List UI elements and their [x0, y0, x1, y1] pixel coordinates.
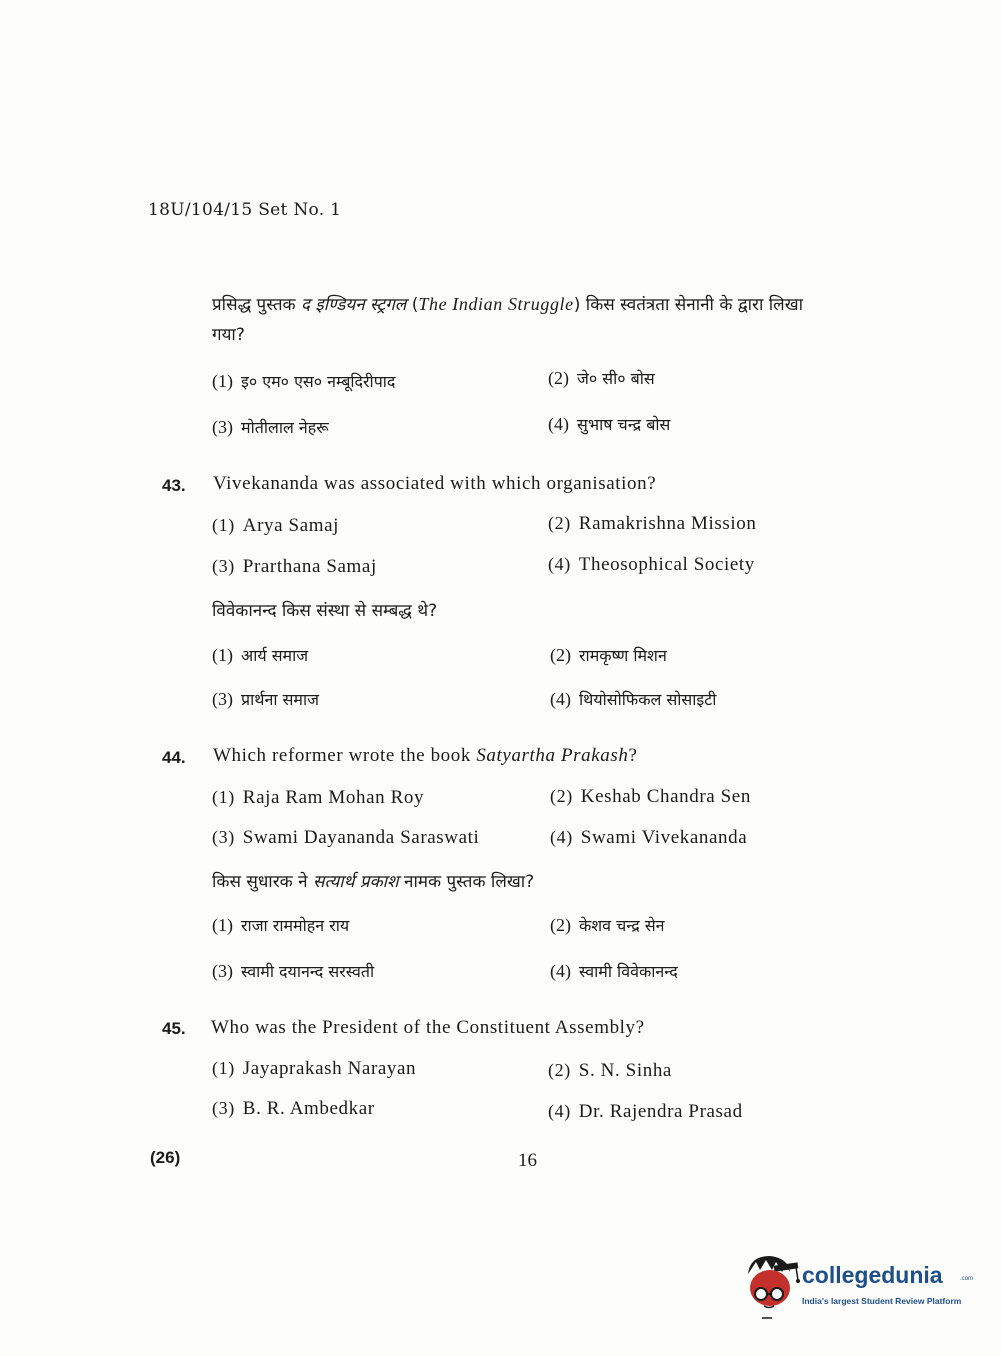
paper-code: (26) [150, 1148, 181, 1167]
q42-option-4: (4) सुभाष चन्द्र बोस [548, 414, 671, 434]
logo-tagline: India's largest Student Review Platform [802, 1296, 962, 1306]
logo-name: collegedunia [802, 1262, 943, 1288]
mascot-icon [742, 1250, 800, 1320]
q44-option-2: (2) Keshab Chandra Sen [550, 786, 751, 807]
q43-option-4: (4) Theosophical Society [548, 554, 755, 575]
q42-paren-open: ( [406, 295, 419, 315]
q42-option-3: (3) मोतीलाल नेहरू [212, 417, 329, 437]
q45-number: 45. [162, 1019, 186, 1038]
q45-option-1: (1) Jayaprakash Narayan [212, 1058, 417, 1079]
q44-hindi-option-2: (2) केशव चन्द्र सेन [550, 915, 665, 935]
q44-question: Which reformer wrote the book Satyartha Prakash? [213, 745, 638, 766]
q44-hindi-book-title: सत्यार्थ प्रकाश [312, 872, 399, 892]
q42-hindi-question [212, 292, 803, 315]
collegedunia-logo[interactable] [742, 1250, 972, 1320]
q43-hindi-question: विवेकानन्द किस संस्था से सम्बद्ध थे? [212, 601, 438, 621]
q45-question: Who was the President of the Constituent Assembly? [211, 1017, 645, 1038]
page-number: 16 [518, 1150, 537, 1171]
q42-book-hindi: द इण्डियन स्ट्रगल [300, 295, 407, 315]
q45-option-4: (4) Dr. Rajendra Prasad [548, 1101, 743, 1122]
q44-hindi-question: किस सुधारक ने सत्यार्थ प्रकाश नामक पुस्तक लिखा? [212, 872, 535, 892]
q43-option-1: (1) Arya Samaj [212, 515, 340, 536]
q42-text-part2: ) किस स्वतंत्रता सेनानी के द्वारा लिखा [573, 295, 803, 315]
q42-option-2: (2) जे० सी० बोस [548, 368, 655, 388]
q43-number: 43. [162, 476, 186, 495]
q44-book-title: Satyartha Prakash [476, 745, 629, 766]
q43-hindi-option-1: (1) आर्य समाज [212, 645, 309, 665]
q44-hindi-option-3: (3) स्वामी दयानन्द सरस्वती [212, 961, 375, 981]
q42-option-1: (1) इ० एम० एस० नम्बूदिरीपाद [212, 371, 396, 391]
q43-option-2: (2) Ramakrishna Mission [548, 513, 757, 534]
q45-option-2: (2) S. N. Sinha [548, 1060, 672, 1081]
q44-number: 44. [162, 748, 186, 767]
q45-option-3: (3) B. R. Ambedkar [212, 1098, 375, 1119]
q44-option-1: (1) Raja Ram Mohan Roy [212, 787, 425, 808]
q43-option-3: (3) Prarthana Samaj [212, 556, 377, 577]
q44-option-4: (4) Swami Vivekananda [550, 827, 748, 848]
q43-question: Vivekananda was associated with which organisation? [213, 473, 657, 494]
q42-hindi-question-line2: गया? [212, 325, 245, 345]
q43-hindi-option-4: (4) थियोसोफिकल सोसाइटी [550, 689, 717, 709]
q43-hindi-option-2: (2) रामकृष्ण मिशन [550, 645, 667, 665]
q44-option-3: (3) Swami Dayananda Saraswati [212, 827, 480, 848]
q42-text-part1: प्रसिद्ध पुस्तक [212, 295, 301, 315]
q42-book-english: The Indian Struggle [418, 294, 574, 314]
set-number: 18U/104/15 Set No. 1 [148, 200, 342, 220]
q44-hindi-option-1: (1) राजा राममोहन राय [212, 915, 350, 935]
logo-domain-suffix: .com [960, 1276, 974, 1282]
q44-hindi-option-4: (4) स्वामी विवेकानन्द [550, 961, 678, 981]
q43-hindi-option-3: (3) प्रार्थना समाज [212, 689, 319, 709]
